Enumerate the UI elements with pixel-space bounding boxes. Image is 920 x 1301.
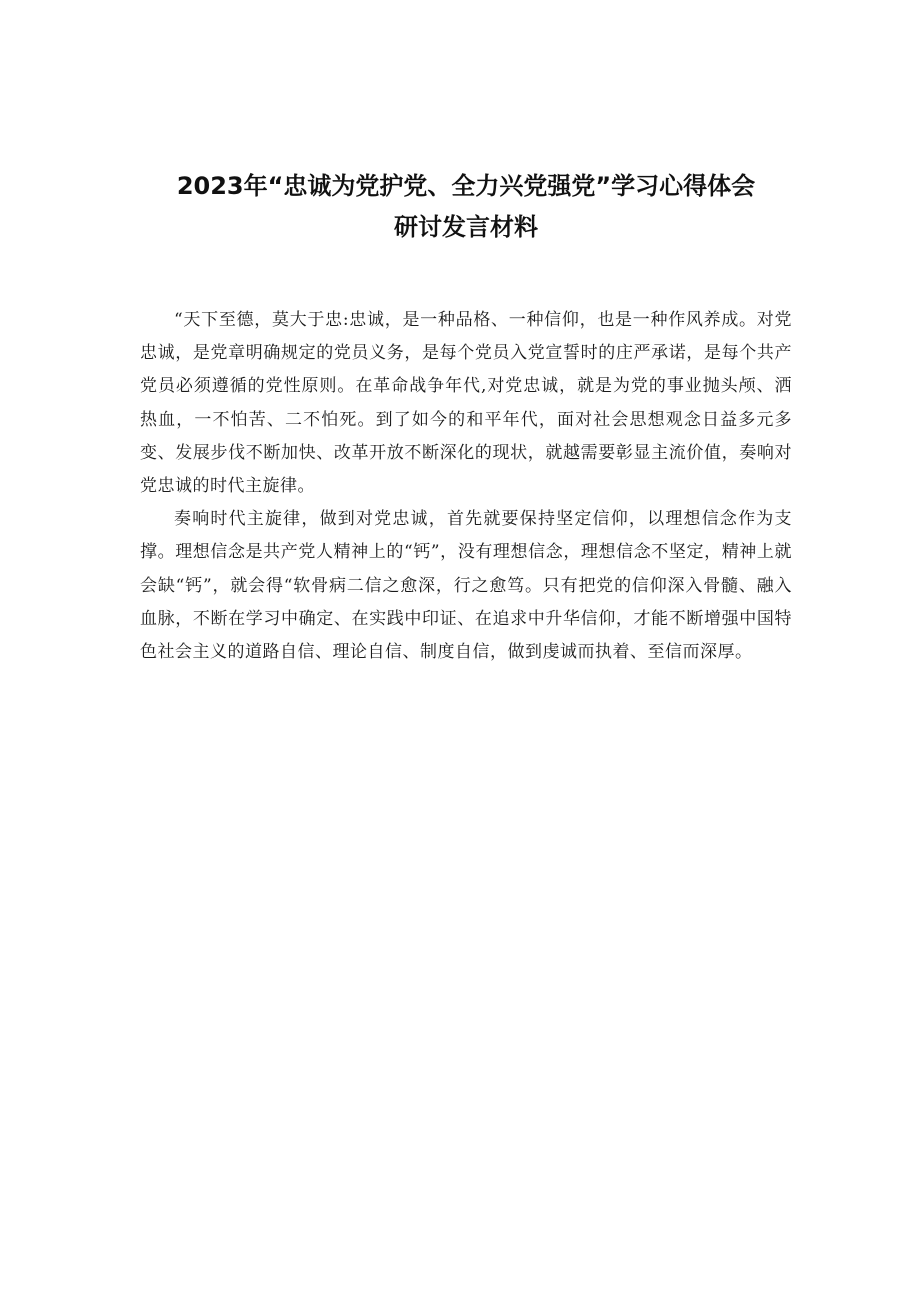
paragraph-2: 奏响时代主旋律，做到对党忠诚，首先就要保持坚定信仰，以理想信念作为支撑。理想信念是共产党人精神上的“钙”，没有理想信念，理想信念不坚定，精神上就会缺“钙”，就会得“软骨病二信之愈深，行之愈笃。只有把党的信仰深入骨髓、融入血脉，不断在学习中确定、在实践中印证、在追求中升华信仰，才能不断增强中国特色社会主义的道路自信、理论自信、制度自信，做到虔诚而执着、至信而深厚。 [140, 509, 792, 663]
document-body [140, 304, 792, 669]
title-line-1: 2023年“忠诚为党护党、全力兴党强党”学习心得体会 [176, 172, 756, 200]
document-title [140, 166, 792, 248]
title-line-2: 研讨发言材料 [394, 213, 538, 241]
paragraph-1: “天下至德，莫大于忠:忠诚，是一种品格、一种信仰，也是一种作风养成。对党忠诚，是党章明确规定的党员义务，是每个党员入党宣誓时的庄严承诺，是每个共产党员必须遵循的党性原则。在革命战争年代,对党忠诚，就是为党的事业抛头颅、洒热血，一不怕苦、二不怕死。到了如今的和平年代，面对社会思想观念日益多元多变、发展步伐不断加快、改革开放不断深化的现状，就越需要彰显主流价值，奏响对党忠诚的时代主旋律。 [140, 310, 792, 497]
